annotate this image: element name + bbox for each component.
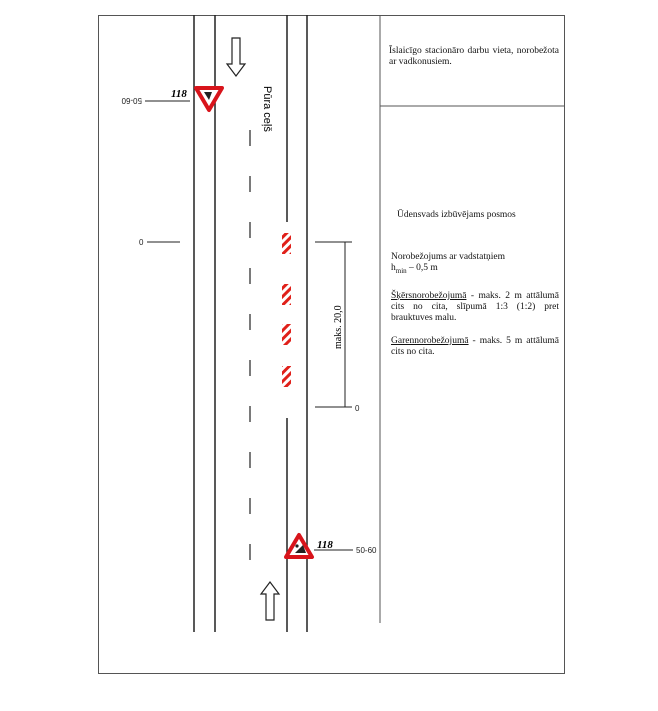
legend-item-work-zone: Īslaicīgo stacionāro darbu vieta, norobežota ar vadkonusiem.: [389, 46, 559, 67]
legend-item-barrier: [391, 252, 559, 277]
road-works-warning-sign-icon-bottom: [286, 535, 312, 557]
legend-longitudinal-text: - maks. 5 m attālumā cits no cita.: [391, 336, 559, 357]
arrow-up-icon: [261, 582, 279, 620]
road-name: Pūra ceļš: [261, 86, 273, 132]
sign-top-number: 118: [171, 88, 187, 100]
sign-bottom-number: 118: [317, 539, 333, 551]
legend-barrier-line1: Norobežojums ar vadstatņiem: [391, 252, 505, 262]
arrow-down-icon: [227, 38, 245, 76]
legend-longitudinal-term: Garennorobežojumā: [391, 336, 469, 346]
zero-left-label: 0: [139, 238, 144, 247]
legend-barrier-sub: min: [395, 266, 407, 275]
legend-item-water-pipe: Ūdensvads izbūvējams posmos: [397, 210, 516, 220]
legend-barrier-line2: [391, 263, 559, 277]
barrier-4: [282, 366, 291, 387]
speed-limit-top: 50-60: [121, 96, 142, 105]
legend-item-longitudinal: [391, 336, 559, 358]
legend-transverse-term: Šķērsnorobežojumā: [391, 291, 467, 301]
barrier-3: [282, 324, 291, 345]
barrier-1: [282, 233, 291, 254]
barrier-2: [282, 284, 291, 305]
legend-barrier-height: – 0,5 m: [406, 263, 438, 273]
road-works-warning-sign-icon: [196, 88, 222, 110]
dimension-label: maks. 20,0: [333, 305, 344, 349]
legend-transverse-text: - maks. 2 m attālumā cits no cita, slīpumā 1:3 (1:2) pret brauktuves malu.: [391, 291, 559, 323]
legend-item-transverse: [391, 291, 559, 324]
zero-right-label: 0: [355, 404, 360, 413]
speed-limit-bottom: 50-60: [356, 546, 377, 555]
legend-barrier-h: h: [391, 263, 396, 273]
